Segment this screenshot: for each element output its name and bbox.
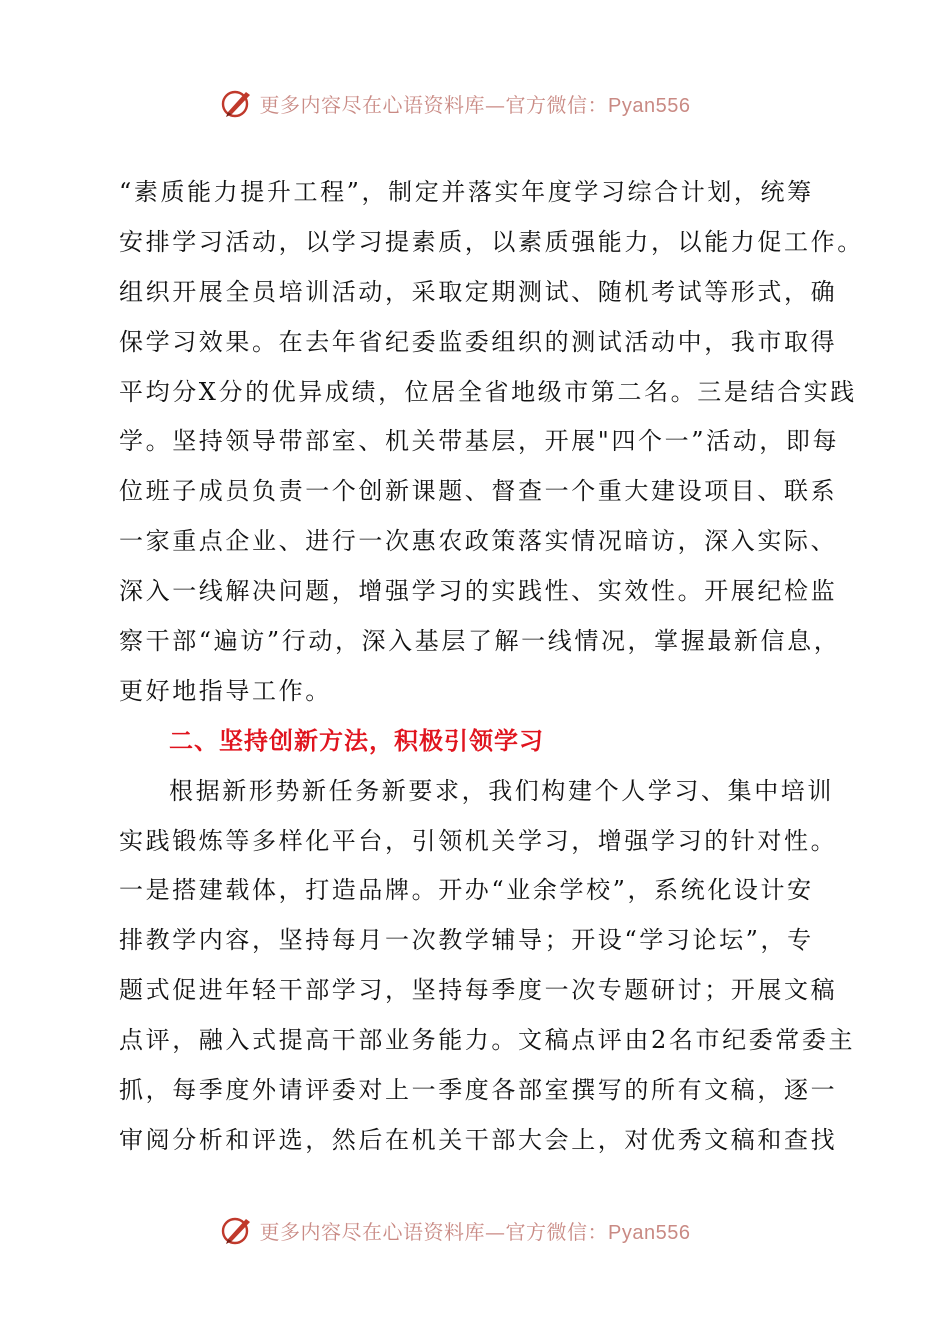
- paragraph-1: [119, 168, 864, 717]
- paragraph-2: [119, 767, 856, 1166]
- document-body: [119, 168, 864, 1166]
- banner-text-cn: 更多内容尽在心语资料库—官方微信：: [259, 1219, 609, 1244]
- banner-text: [260, 89, 691, 118]
- paragraph-line: 实践锻炼等多样化平台，引领机关学习，增强学习的针对性。: [119, 826, 838, 855]
- pen-circle-logo-icon: [220, 86, 254, 120]
- paragraph-line: 位班子成员负责一个创新课题、督查一个重大建设项目、联系: [119, 477, 838, 506]
- pen-circle-logo-icon: [220, 1213, 254, 1247]
- paragraph-line: 排教学内容，坚持每月一次教学辅导；开设“学习论坛”，专: [119, 926, 814, 955]
- paragraph-line: 安排学习活动，以学习提素质，以素质强能力，以能力促工作。: [119, 227, 864, 256]
- header-banner: [0, 83, 950, 123]
- banner-text-cn: 更多内容尽在心语资料库—官方微信：: [259, 92, 609, 117]
- paragraph-line: 组织开展全员培训活动，采取定期测试、随机考试等形式，确: [119, 277, 838, 306]
- banner-wechat-id: Pyan556: [608, 94, 691, 117]
- paragraph-line: 题式促进年轻干部学习，坚持每季度一次专题研讨；开展文稿: [119, 976, 838, 1005]
- paragraph-line: 审阅分析和评选，然后在机关干部大会上，对优秀文稿和查找: [119, 1125, 838, 1154]
- footer-banner: [0, 1210, 950, 1250]
- paragraph-line: 一是搭建载体，打造品牌。开办“业余学校”，系统化设计安: [119, 876, 814, 905]
- paragraph-line: 抓，每季度外请评委对上一季度各部室撰写的所有文稿，逐一: [119, 1076, 838, 1105]
- paragraph-line: 更好地指导工作。: [119, 676, 332, 705]
- paragraph-line: “素质能力提升工程”，制定并落实年度学习综合计划，统筹: [119, 178, 814, 206]
- paragraph-line: 点评，融入式提高干部业务能力。文稿点评由2名市纪委常委主: [119, 1026, 856, 1055]
- section-heading: 二、坚持创新方法，积极引领学习: [169, 726, 544, 755]
- paragraph-line: 一家重点企业、进行一次惠农政策落实情况暗访，深入实际、: [119, 527, 838, 556]
- banner-text: [260, 1216, 691, 1245]
- paragraph-line: 学。坚持领导带部室、机关带基层，开展"四个一”活动，即每: [119, 427, 840, 456]
- banner-wechat-id: Pyan556: [608, 1221, 691, 1244]
- paragraph-line: 根据新形势新任务新要求，我们构建个人学习、集中培训: [169, 776, 834, 805]
- paragraph-line: 深入一线解决问题，增强学习的实践性、实效性。开展纪检监: [119, 577, 838, 606]
- paragraph-line: 察干部“遍访”行动，深入基层了解一线情况，掌握最新信息，: [119, 627, 841, 656]
- paragraph-line: 平均分X分的优异成绩，位居全省地级市第二名。三是结合实践: [119, 377, 857, 406]
- paragraph-line: 保学习效果。在去年省纪委监委组织的测试活动中，我市取得: [119, 327, 838, 356]
